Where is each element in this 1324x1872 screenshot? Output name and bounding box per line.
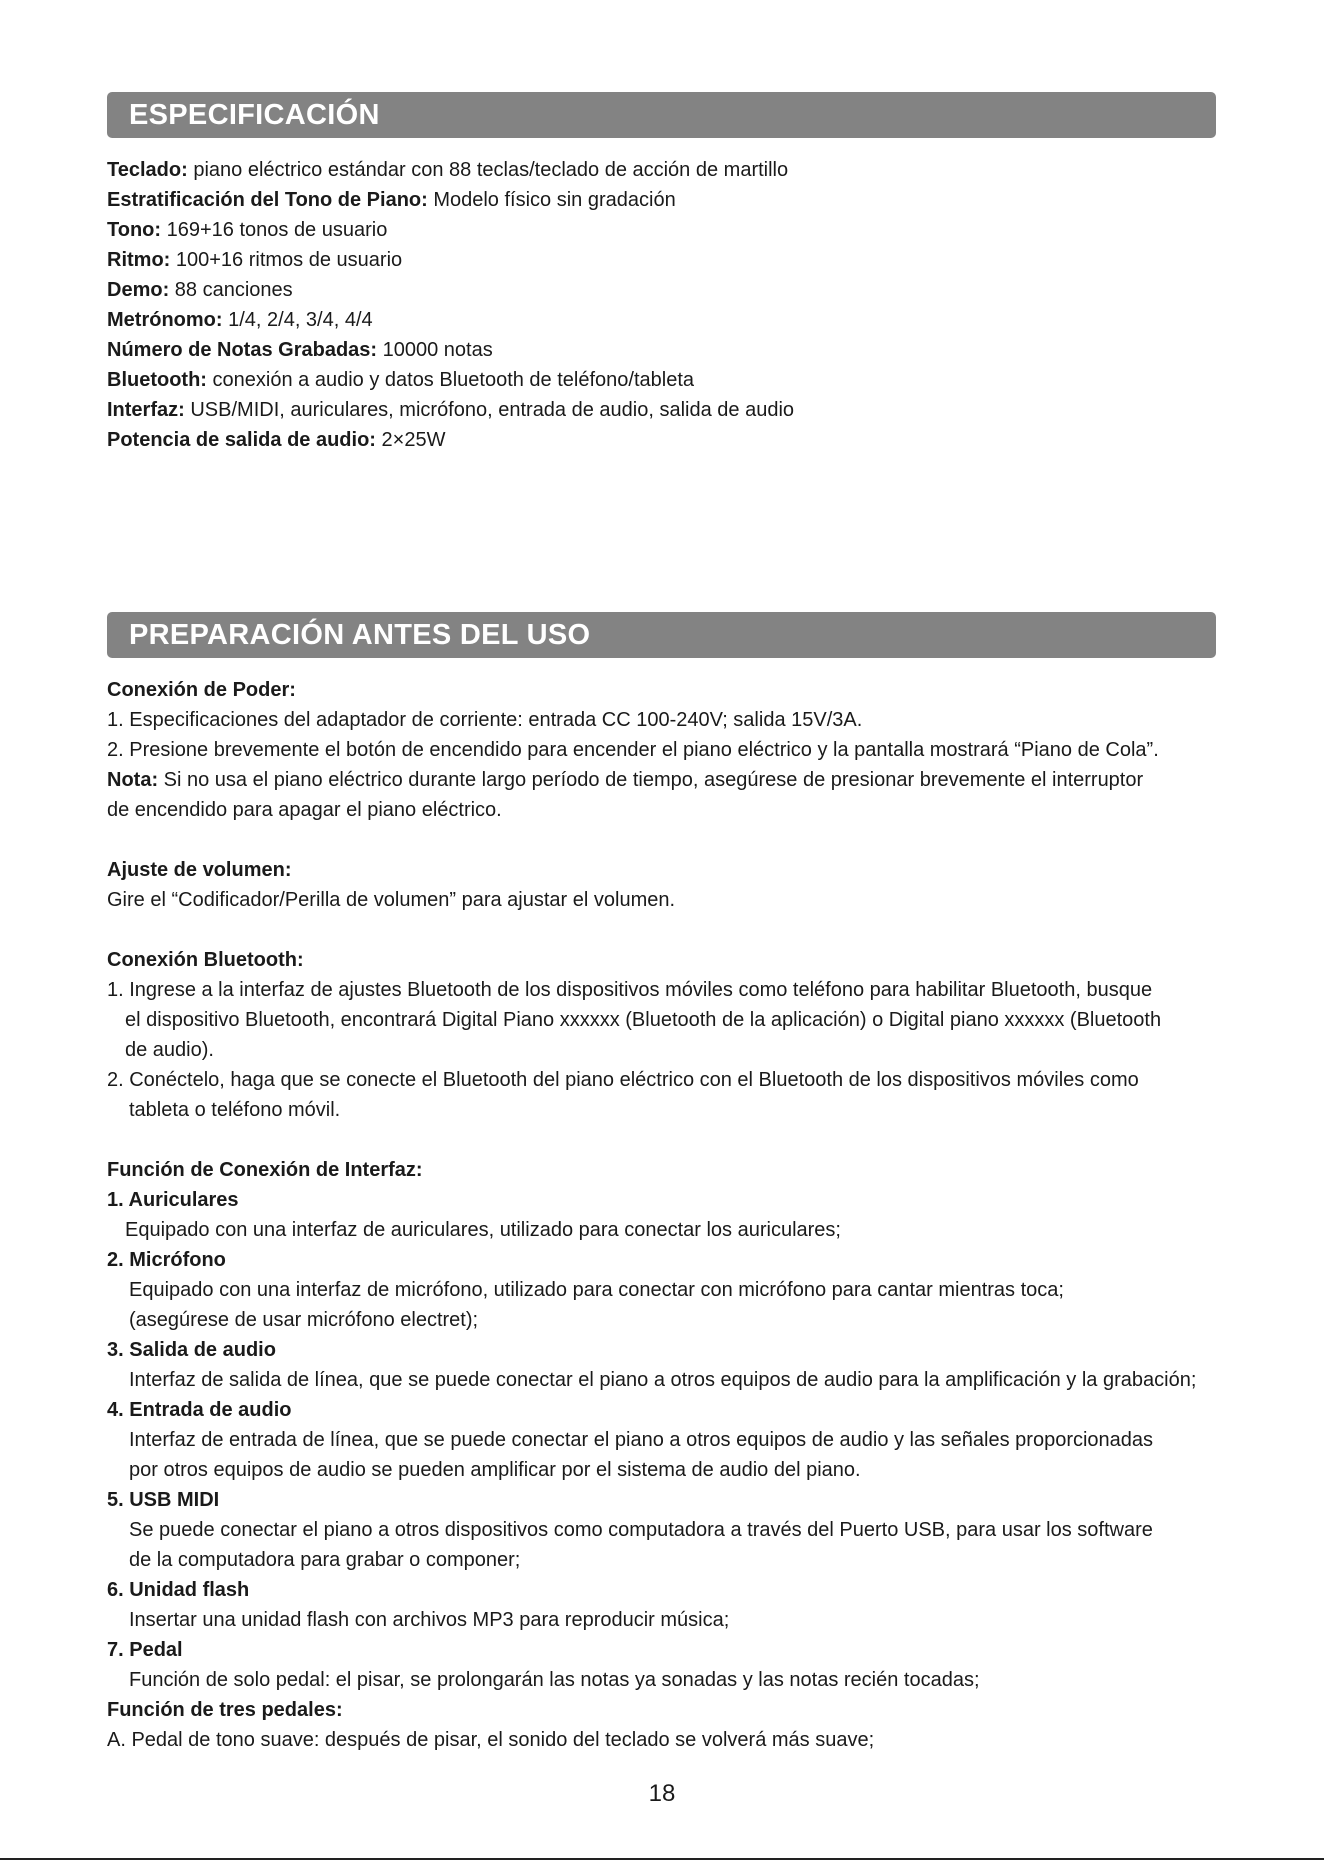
interface-item-2-text: Equipado con una interfaz de micrófono, utilizado para conectar con micrófono para cantar mientras toca; (129, 1279, 1064, 1301)
spec-item-metronome: Metrónomo: 1/4, 2/4, 3/4, 4/4 (107, 309, 373, 331)
spec-list (107, 155, 1227, 455)
interface-item-6-title: 6. Unidad flash (107, 1579, 250, 1601)
interface-item-2-text-2: (asegúrese de usar micrófono electret); (129, 1309, 479, 1331)
spec-item-output-power: Potencia de salida de audio: 2×25W (107, 429, 446, 451)
interface-item-4-text: Interfaz de entrada de línea, que se puede conectar el piano a otros equipos de audio y las señales proporcionadas (129, 1429, 1154, 1451)
interface-item-7-title: 7. Pedal (107, 1639, 183, 1661)
volume-text: Gire el “Codificador/Perilla de volumen” para ajustar el volumen. (107, 889, 676, 911)
power-line-1: 1. Especificaciones del adaptador de corriente: entrada CC 100-240V; salida 15V/3A. (107, 709, 863, 731)
interface-item-7-text: Función de solo pedal: el pisar, se prolongarán las notas ya sonadas y las notas recién tocadas; (129, 1669, 980, 1691)
interface-item-3-text: Interfaz de salida de línea, que se puede conectar el piano a otros equipos de audio para la amplificación y la grabación; (129, 1369, 1197, 1391)
bluetooth-line-2: el dispositivo Bluetooth, encontrará Digital Piano xxxxxx (Bluetooth de la aplicación) o Digital piano xxxxxx (Bluetooth (125, 1009, 1162, 1031)
interface-item-1-text: Equipado con una interfaz de auriculares, utilizado para conectar los auriculares; (125, 1219, 841, 1241)
spacer (107, 825, 1227, 855)
bluetooth-title: Conexión Bluetooth: (107, 949, 304, 971)
interface-item-3-title: 3. Salida de audio (107, 1339, 276, 1361)
spec-item-tone-layering: Estratificación del Tono de Piano: Modelo físico sin gradación (107, 189, 676, 211)
bluetooth-line-1: 1. Ingrese a la interfaz de ajustes Bluetooth de los dispositivos móviles como teléfono para habilitar Bluetooth, busque (107, 979, 1153, 1001)
spec-item-rhythm: Ritmo: 100+16 ritmos de usuario (107, 249, 403, 271)
prep-content (107, 675, 1227, 1755)
bluetooth-line-5: tableta o teléfono móvil. (129, 1099, 341, 1121)
interface-item-1-title: 1. Auriculares (107, 1189, 239, 1211)
interface-item-5-title: 5. USB MIDI (107, 1489, 220, 1511)
bluetooth-line-3: de audio). (125, 1039, 214, 1061)
interface-item-2-title: 2. Micrófono (107, 1249, 226, 1271)
interface-item-5-text-2: de la computadora para grabar o componer; (129, 1549, 521, 1571)
spec-item-keyboard: Teclado: piano eléctrico estándar con 88 teclas/teclado de acción de martillo (107, 159, 789, 181)
interface-item-6-text: Insertar una unidad flash con archivos MP3 para reproducir música; (129, 1609, 730, 1631)
spacer (107, 1125, 1227, 1155)
interface-item-4-title: 4. Entrada de audio (107, 1399, 292, 1421)
spec-item-demo: Demo: 88 canciones (107, 279, 293, 301)
interface-item-5-text: Se puede conectar el piano a otros dispositivos como computadora a través del Puerto USB, para usar los software (129, 1519, 1153, 1541)
power-title: Conexión de Poder: (107, 679, 296, 701)
power-line-2: 2. Presione brevemente el botón de encendido para encender el piano eléctrico y la pantalla mostrará “Piano de Cola”. (107, 739, 1159, 761)
spacer (107, 915, 1227, 945)
bluetooth-line-4: 2. Conéctelo, haga que se conecte el Bluetooth del piano eléctrico con el Bluetooth de los dispositivos móviles como (107, 1069, 1139, 1091)
spec-item-bluetooth: Bluetooth: conexión a audio y datos Bluetooth de teléfono/tableta (107, 369, 695, 391)
volume-title: Ajuste de volumen: (107, 859, 292, 881)
interface-item-4-text-2: por otros equipos de audio se pueden amplificar por el sistema de audio del piano. (129, 1459, 861, 1481)
bottom-rule (0, 1858, 1324, 1860)
prep-heading: PREPARACIÓN ANTES DEL USO (107, 612, 1216, 658)
spec-item-recorded-notes: Número de Notas Grabadas: 10000 notas (107, 339, 493, 361)
spec-heading: ESPECIFICACIÓN (107, 92, 1216, 138)
power-note-cont: de encendido para apagar el piano eléctrico. (107, 799, 502, 821)
spec-item-tone: Tono: 169+16 tonos de usuario (107, 219, 388, 241)
power-note: Nota: Si no usa el piano eléctrico durante largo período de tiempo, asegúrese de presionar brevemente el interruptor (107, 769, 1144, 791)
three-pedal-a: A. Pedal de tono suave: después de pisar, el sonido del teclado se volverá más suave; (107, 1729, 875, 1751)
page-number: 18 (648, 1780, 676, 1807)
spec-item-interface: Interfaz: USB/MIDI, auriculares, micrófono, entrada de audio, salida de audio (107, 399, 795, 421)
interface-title: Función de Conexión de Interfaz: (107, 1159, 423, 1181)
three-pedal-title: Función de tres pedales: (107, 1699, 343, 1721)
